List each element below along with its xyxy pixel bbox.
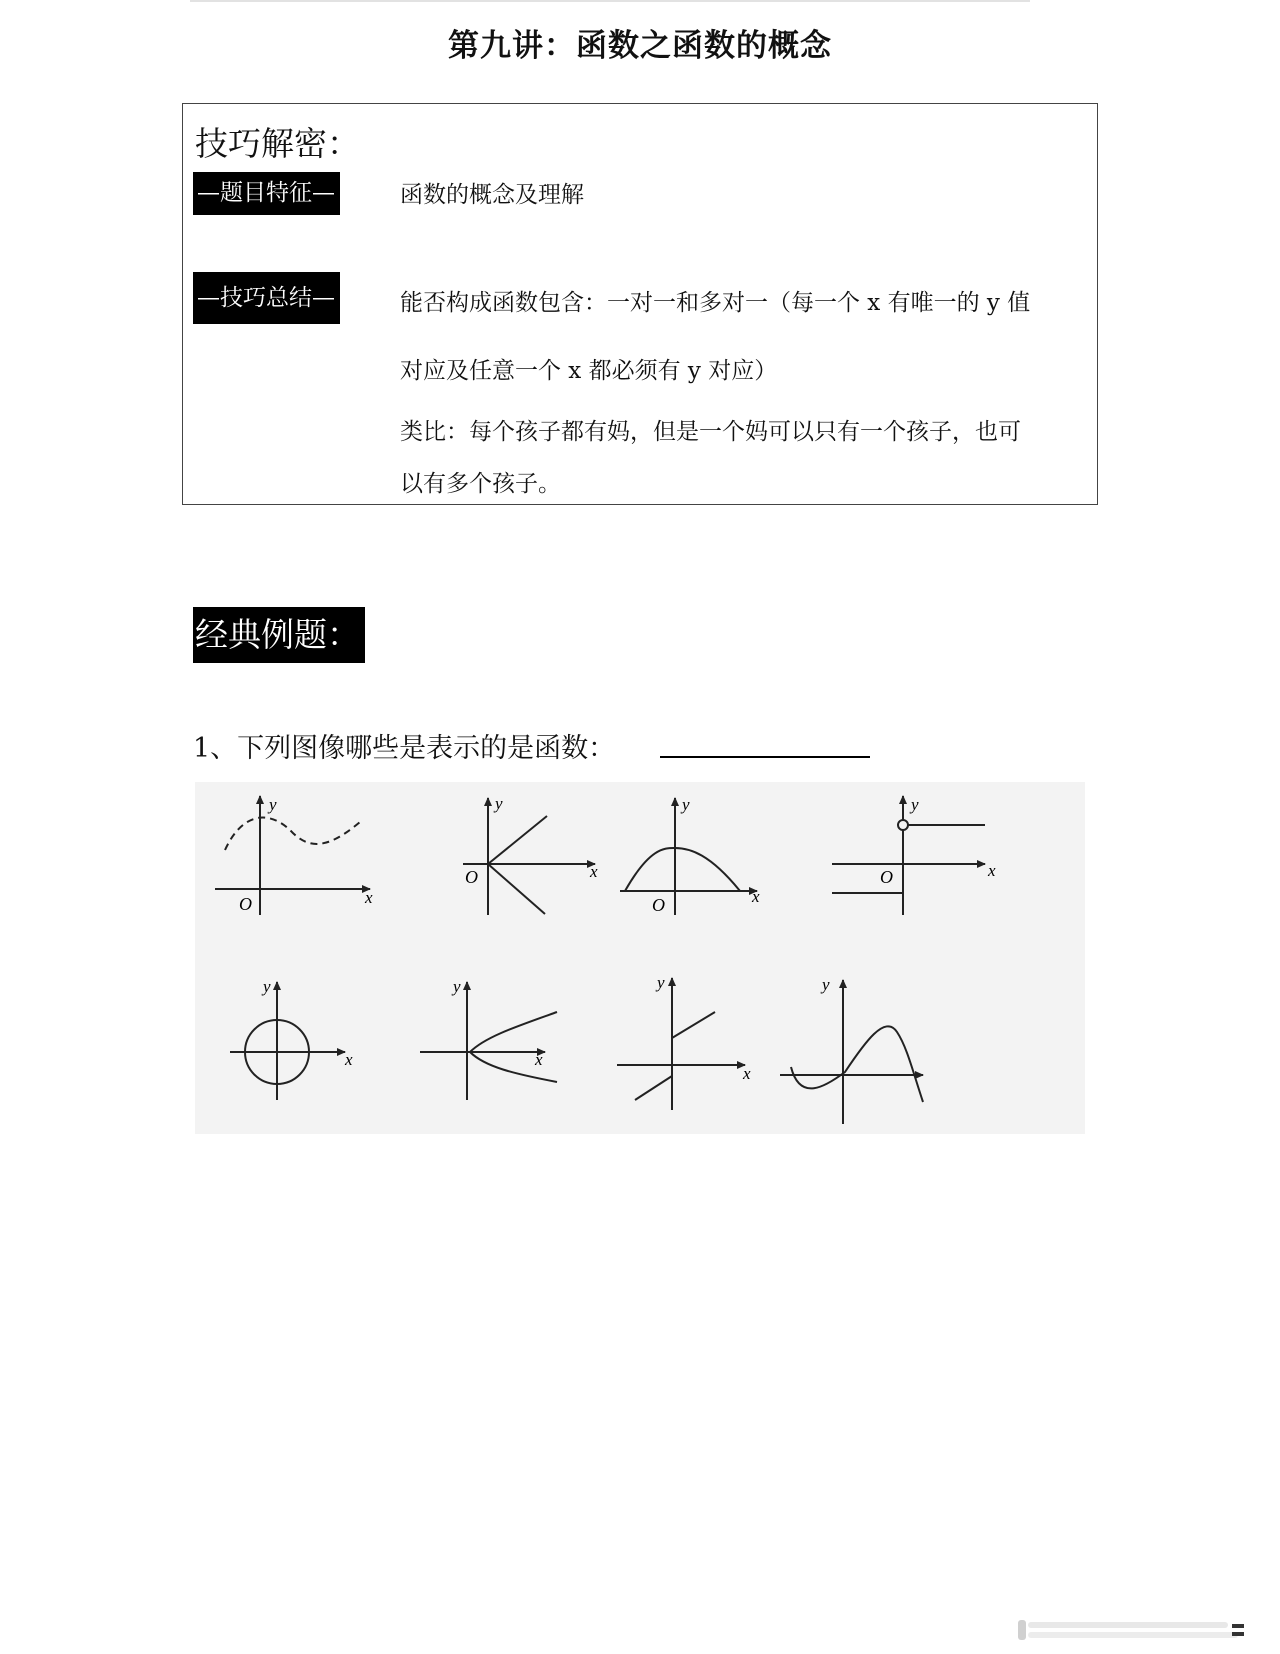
analogy-line-2: 以有多个孩子。 [400, 471, 561, 497]
page-title: 第九讲：函数之函数的概念 [448, 28, 832, 64]
graph-4-y-label: y [911, 795, 919, 814]
graph-4-origin-label: O [880, 867, 893, 887]
graph-7-y-label: y [657, 973, 665, 992]
tips-heading: 技巧解密： [195, 124, 360, 163]
viewer-corner-icon [1018, 1618, 1250, 1642]
graph-8-y-label: y [822, 975, 830, 994]
summary-line-1: 能否构成函数包含：一对一和多对一（每一个 x 有唯一的 y 值 [400, 290, 1031, 316]
graph-4-x-label: x [988, 861, 996, 880]
graphs-figure [195, 782, 1085, 1134]
graph-3-y-label: y [682, 795, 690, 814]
graph-2-x-label: x [590, 862, 598, 881]
panel-background [195, 782, 1085, 1134]
graph-3-origin-label: O [652, 895, 665, 915]
graph-7-x-label: x [743, 1064, 751, 1083]
graph-6-y-label: y [453, 977, 461, 996]
graph-3-x-label: x [752, 887, 760, 906]
graph-2-y-label: y [495, 794, 503, 813]
graph-5-x-label: x [345, 1050, 353, 1069]
graph-6-x-label: x [535, 1050, 543, 1069]
graph-1-x-label: x [365, 888, 373, 907]
answer-blank [660, 756, 870, 758]
graph-2-origin-label: O [465, 867, 478, 887]
top-rule [190, 0, 1030, 2]
graphs-panel [195, 782, 1085, 1134]
question-1: 1、下列图像哪些是表示的是函数： [193, 733, 616, 764]
graph-1-origin-label: O [239, 894, 252, 914]
graph-1-y-label: y [269, 795, 277, 814]
summary-tag: —技巧总结— [193, 272, 340, 324]
feature-tag: —题目特征— [193, 172, 340, 215]
feature-text: 函数的概念及理解 [400, 182, 584, 208]
graph-5-y-label: y [263, 977, 271, 996]
analogy-line-1: 类比：每个孩子都有妈，但是一个妈可以只有一个孩子，也可 [400, 419, 1021, 445]
tips-box [182, 103, 1098, 505]
examples-heading: 经典例题： [193, 607, 365, 663]
summary-line-2: 对应及任意一个 x 都必须有 y 对应） [400, 358, 778, 384]
